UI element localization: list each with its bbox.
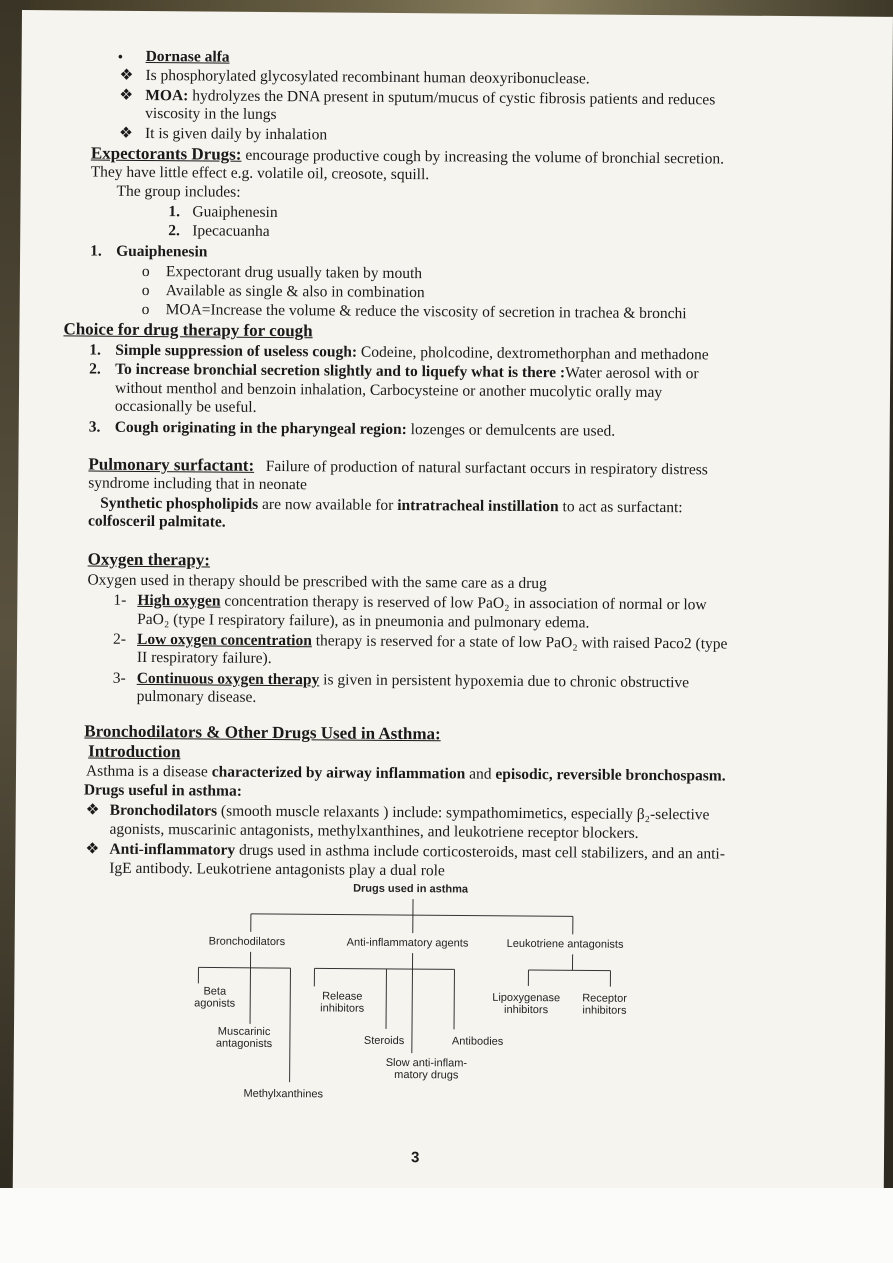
list-number: 2- xyxy=(112,630,127,648)
diamond-icon: ❖ xyxy=(119,86,134,104)
node-muscarinic-antagonists: Muscarinic antagonists xyxy=(215,1025,273,1050)
circle-bullet: o xyxy=(141,262,150,281)
diamond-icon: ❖ xyxy=(118,124,134,142)
surfactant-heading: Pulmonary surfactant: xyxy=(88,454,255,475)
dornase-line-3: It is given daily by inhalation xyxy=(144,124,328,144)
oxygen-item-3: Continuous oxygen therapy is given in persistent hypoxemia due to chronic obstructive xyxy=(136,669,690,692)
node-receptor-inhibitors: Receptor inhibitors xyxy=(582,992,627,1017)
asthma-heading: Bronchodilators & Other Drugs Used in Asthma: xyxy=(84,721,441,744)
list-item: Guaiphenesin xyxy=(192,203,278,222)
node-bronchodilators: Bronchodilators xyxy=(208,935,286,949)
asthma-bullet-2: Anti-inflammatory drugs used in asthma include corticosteroids, mast cell stabilizers, and an anti- xyxy=(109,840,726,863)
page-number: 3 xyxy=(410,1149,420,1167)
surfactant-line-3: colfosceril palmitate. xyxy=(87,512,226,531)
diagram-connector-lines xyxy=(13,10,893,1197)
node-anti-inflammatory: Anti-inflammatory agents xyxy=(346,936,469,950)
list-number: 1. xyxy=(168,203,181,221)
circle-bullet: o xyxy=(141,281,150,300)
cough-item-2-cont: without menthol and benzoin inhalation, Carbocysteine or another mucolytic orally may xyxy=(114,379,663,402)
node-leukotriene-antagonists: Leukotriene antagonists xyxy=(506,937,624,951)
oxygen-heading: Oxygen therapy: xyxy=(87,549,211,570)
oxygen-item-2-cont: II respiratory failure). xyxy=(136,648,272,667)
surfactant-line-1: Pulmonary surfactant: Failure of production of natural surfactant occurs in respiratory distress xyxy=(88,454,708,479)
node-lipoxygenase-inhibitors: Lipoxygenase inhibitors xyxy=(492,991,561,1017)
list-number: 3- xyxy=(112,669,126,687)
guaiphenesin-item: Available as single & also in combination xyxy=(165,282,425,302)
list-number: 2. xyxy=(89,360,101,378)
surfactant-line-2: Synthetic phospholipids are now available for intratracheal instillation to act as surfactant: xyxy=(100,494,683,517)
blank-area xyxy=(0,1188,893,1263)
document-page xyxy=(13,10,893,1197)
introduction-heading: Introduction xyxy=(88,741,181,762)
oxygen-intro: Oxygen used in therapy should be prescribed with the same care as a drug xyxy=(87,571,547,593)
circle-bullet: o xyxy=(141,300,150,319)
asthma-useful: Drugs useful in asthma: xyxy=(83,781,242,800)
expectorants-group: The group includes: xyxy=(116,182,241,201)
asthma-bullet-1-cont: agonists, muscarinic antagonists, methylxanthines, and leukotriene receptor blockers. xyxy=(109,820,639,842)
list-number: 3. xyxy=(88,418,101,436)
surfactant-line-1-cont: syndrome including that in neonate xyxy=(88,474,308,494)
guaiphenesin-item: Expectorant drug usually taken by mouth xyxy=(165,263,423,283)
cough-item-3: Cough originating in the pharyngeal region: lozenges or demulcents are used. xyxy=(114,418,616,440)
asthma-bullet-1: Bronchodilators (smooth muscle relaxants ) include: sympathomimetics, especially β₂-selective xyxy=(109,801,710,824)
node-steroids: Steroids xyxy=(363,1034,405,1048)
diamond-icon: ❖ xyxy=(119,66,134,84)
guaiphenesin-title: Guaiphenesin xyxy=(116,242,208,261)
cough-item-2-cont: occasionally be useful. xyxy=(114,397,257,416)
node-antibodies: Antibodies xyxy=(451,1035,504,1048)
node-slow-anti-inflammatory: Slow anti-inflam- matory drugs xyxy=(385,1056,468,1082)
expectorants-line-2: They have little effect e.g. volatile oil, creosote, squill. xyxy=(90,163,430,184)
oxygen-item-2: Low oxygen concentration therapy is reserved for a state of low PaO₂ with raised Paco2 (type xyxy=(136,630,728,653)
guaiphenesin-item: MOA=Increase the volume & reduce the viscosity of secretion in trachea & bronchi xyxy=(165,301,687,323)
dornase-line-2-cont: viscosity in the lungs xyxy=(145,104,277,124)
oxygen-item-1: High oxygen concentration therapy is reserved of low PaO₂ in association of normal or low xyxy=(137,591,707,614)
expectorants-heading: Expectorants Drugs: xyxy=(90,143,242,164)
node-beta-agonists: Beta agonists xyxy=(194,985,236,1010)
list-number: 1. xyxy=(89,341,102,359)
dornase-title: Dornase alfa xyxy=(145,47,230,66)
list-number: 2. xyxy=(168,222,180,240)
dornase-line-1: Is phosphorylated glycosylated recombinant human deoxyribonuclease. xyxy=(145,66,590,88)
expectorants-intro: Expectorants Drugs: encourage productive cough by increasing the volume of bronchial secretion. xyxy=(90,143,725,168)
diagram-title: Drugs used in asthma xyxy=(353,882,469,896)
list-number: 1- xyxy=(113,591,127,609)
node-release-inhibitors: Release inhibitors xyxy=(320,990,365,1015)
diamond-icon: ❖ xyxy=(85,801,100,819)
cough-item-1: Simple suppression of useless cough: Codeine, pholcodine, dextromethorphan and methadone xyxy=(115,341,709,364)
oxygen-item-1-cont: PaO₂ (type I respiratory failure), as in pneumonia and pulmonary edema. xyxy=(137,610,590,632)
list-item: Ipecacuanha xyxy=(192,222,270,240)
list-number: 1. xyxy=(90,242,102,260)
asthma-line-1: Asthma is a disease characterized by airway inflammation and episodic, reversible bronchospasm. xyxy=(85,762,726,785)
cough-item-2: To increase bronchial secretion slightly and to liquefy what is there :Water aerosol with or xyxy=(115,360,699,383)
dornase-bullet: • xyxy=(117,48,124,66)
node-methylxanthines: Methylxanthines xyxy=(243,1087,324,1101)
cough-heading: Choice for drug therapy for cough xyxy=(63,319,313,341)
asthma-bullet-2-cont: IgE antibody. Leukotriene antagonists play a dual role xyxy=(109,859,445,880)
oxygen-item-3-cont: pulmonary disease. xyxy=(136,687,257,706)
dornase-line-2: MOA: hydrolyzes the DNA present in sputum/mucus of cystic fibrosis patients and reduces xyxy=(145,86,716,109)
diamond-icon: ❖ xyxy=(85,840,100,858)
